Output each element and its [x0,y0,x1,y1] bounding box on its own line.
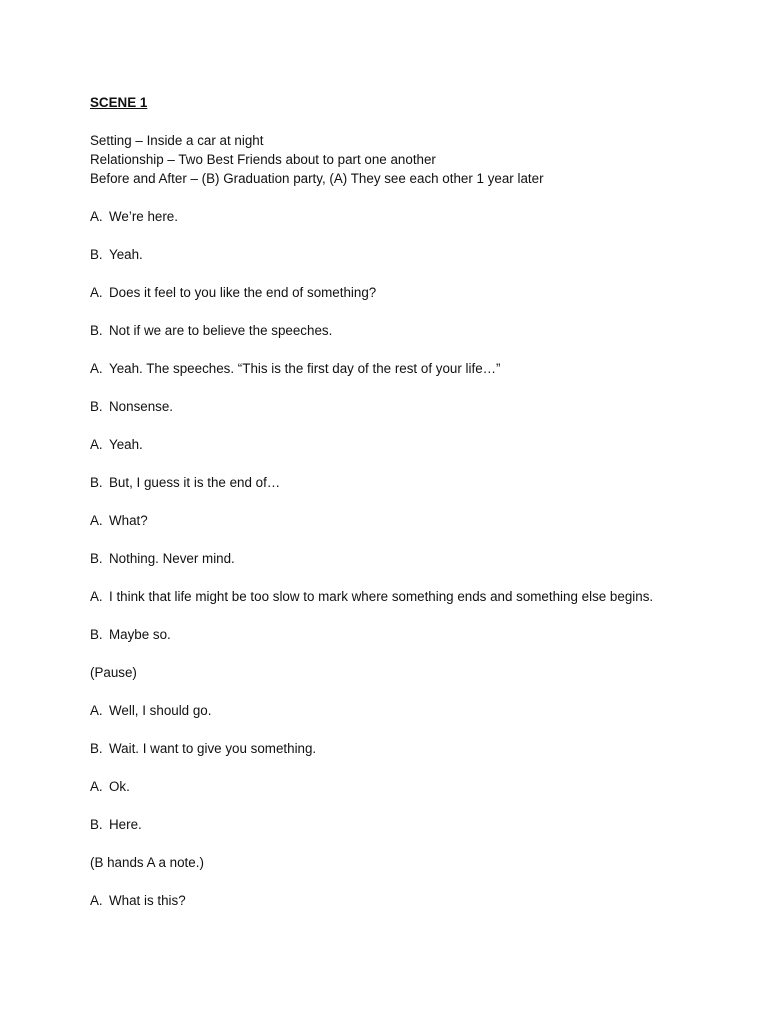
stage-direction [90,663,730,682]
meta-setting: Setting – Inside a car at night [90,133,264,148]
dialogue-text: But, I guess it is the end of… [109,475,281,490]
dialogue-line [90,587,730,606]
dialogue-line [90,245,730,264]
speaker-label: A. [90,589,103,604]
speaker-label: B. [90,323,103,338]
meta-before-after: Before and After – (B) Graduation party, (A) They see each other 1 year later [90,171,544,186]
dialogue-line [90,473,730,492]
speaker-label: B. [90,399,103,414]
speaker-label: A. [90,703,103,718]
dialogue-text: Yeah. [109,247,143,262]
dialogue-text: Wait. I want to give you something. [109,741,317,756]
dialogue-line [90,321,730,340]
dialogue-line [90,739,730,758]
dialogue-line [90,815,730,834]
speaker-label: A. [90,209,103,224]
speaker-label: A. [90,437,103,452]
stage-direction-text: (Pause) [90,665,137,680]
dialogue-line [90,207,730,226]
stage-direction-text: (B hands A a note.) [90,855,204,870]
dialogue-text: Maybe so. [109,627,171,642]
speaker-label: A. [90,779,103,794]
dialogue-line [90,359,730,378]
dialogue-text: What? [109,513,148,528]
dialogue-line [90,511,730,530]
dialogue-text: Nonsense. [109,399,174,414]
stage-direction [90,853,730,872]
scene-title: SCENE 1 [90,95,148,110]
speaker-label: B. [90,247,103,262]
dialogue-text: What is this? [109,893,186,908]
script-content [90,93,730,929]
scene-meta [90,131,730,188]
speaker-label: B. [90,627,103,642]
dialogue-line [90,701,730,720]
dialogue-text: Well, I should go. [109,703,212,718]
speaker-label: A. [90,513,103,528]
dialogue-line [90,397,730,416]
dialogue-text: Here. [109,817,142,832]
speaker-label: B. [90,741,103,756]
meta-relationship: Relationship – Two Best Friends about to part one another [90,152,436,167]
dialogue-line [90,283,730,302]
dialogue-text: Nothing. Never mind. [109,551,235,566]
dialogue-line [90,777,730,796]
speaker-label: B. [90,551,103,566]
dialogue-line [90,891,730,910]
speaker-label: A. [90,893,103,908]
dialogue-line [90,549,730,568]
dialogue-line [90,625,730,644]
dialogue-text: I think that life might be too slow to mark where something ends and something else begins. [109,589,654,604]
dialogue-text: Yeah. [109,437,143,452]
dialogue-text: Yeah. The speeches. “This is the first day of the rest of your life…” [109,361,501,376]
dialogue-text: Ok. [109,779,130,794]
speaker-label: B. [90,475,103,490]
dialogue-text: We’re here. [109,209,178,224]
speaker-label: A. [90,285,103,300]
dialogue-text: Not if we are to believe the speeches. [109,323,333,338]
speaker-label: A. [90,361,103,376]
dialogue-line [90,435,730,454]
dialogue-text: Does it feel to you like the end of something? [109,285,377,300]
speaker-label: B. [90,817,103,832]
